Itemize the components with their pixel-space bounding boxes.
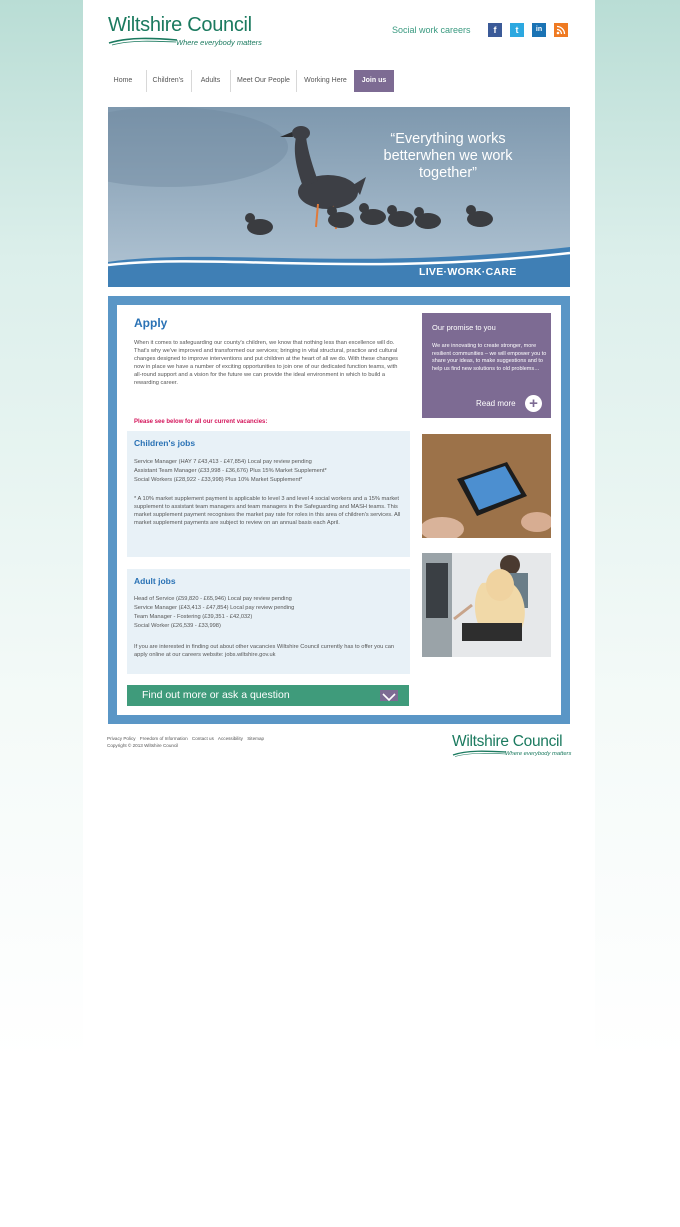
hero-banner — [108, 107, 570, 287]
job-line: Social Workers (£28,922 - £33,998) Plus 10% Market Supplement* — [134, 477, 303, 483]
vacancy-note: Please see below for all our current vacancies: — [134, 419, 268, 425]
nav-meet-our-people[interactable]: Meet Our People — [237, 77, 290, 84]
nav-join-us[interactable]: Join us — [354, 70, 394, 92]
job-line: Social Worker (£26,539 - £33,998) — [134, 623, 221, 629]
nav-working-here[interactable]: Working Here — [304, 77, 347, 84]
nav-childrens[interactable]: Children's — [152, 77, 184, 84]
copyright: Copyright © 2013 Wiltshire Council — [107, 743, 179, 748]
promise-panel[interactable] — [422, 313, 551, 418]
footer-swoosh-icon — [452, 749, 507, 757]
footer-logo-tagline: Where everybody matters — [505, 751, 572, 757]
adult-jobs-box — [127, 569, 410, 674]
facebook-icon[interactable]: f — [488, 23, 502, 37]
rss-icon[interactable] — [554, 23, 568, 37]
logo-tagline: Where everybody matters — [176, 38, 262, 47]
sitemap-link[interactable]: Sitemap — [247, 736, 265, 741]
office-photo — [422, 553, 551, 657]
nav-home[interactable]: Home — [113, 77, 133, 84]
read-more-link[interactable]: Read more — [476, 399, 516, 408]
job-line: Head of Service (£59,820 - £65,946) Local pay review pending — [134, 596, 292, 602]
linkedin-icon[interactable]: in — [532, 23, 546, 37]
twitter-icon[interactable]: t — [510, 23, 524, 37]
adult-jobs-title: Adult jobs — [134, 576, 176, 586]
social-work-careers-link[interactable]: Social work careers — [392, 25, 471, 35]
logo-swoosh-icon — [108, 36, 178, 46]
job-line: Service Manager (HAY 7 £43,413 - £47,854) Local pay review pending — [134, 459, 312, 465]
market-supplement-note: * A 10% market supplement payment is applicable to level 3 and level 4 social workers and a 15% market supplement to assistant team managers and team managers in the Safeguarding and MASH teams. This market supplement payment recognises the market pay rate for roles in this area of children's services. All market supplement payments are subject to review on an annual basis each April. — [134, 496, 401, 526]
cta-label: Find out more or ask a question — [142, 689, 290, 701]
chevron-down-icon — [380, 690, 398, 701]
job-line: Team Manager - Fostering (£39,351 - £42,032) — [134, 614, 253, 620]
council-logo[interactable] — [108, 14, 262, 48]
plus-icon[interactable]: + — [525, 395, 542, 412]
childrens-jobs-title: Children's jobs — [134, 438, 196, 448]
other-vacancies-note: If you are interested in finding out about other vacancies Wiltshire Council currently has to offer you can apply online at our careers website: jobs.wiltshire.gov.uk — [134, 644, 395, 658]
logo-name: Wiltshire Council — [108, 14, 252, 36]
find-out-more-button[interactable] — [127, 685, 409, 706]
hero-quote: “Everything works betterwhen we work together” — [383, 131, 513, 181]
childrens-jobs-box — [127, 431, 410, 557]
footer-links — [107, 736, 267, 741]
contact-us-link[interactable]: Contact us — [191, 736, 214, 741]
job-line: Assistant Team Manager (£33,998 - £36,676) Plus 15% Market Supplement* — [134, 468, 327, 474]
footer-logo[interactable] — [452, 733, 570, 761]
freedom-of-information-link[interactable]: Freedom of Information — [139, 736, 188, 741]
tablet-photo — [422, 434, 551, 538]
apply-intro: When it comes to safeguarding our county's children, we know that nothing less than excellence will do. That's why we've improved and transformed our services; bringing in vital structural, practice and cultural changes designed to improve interventions and put children at the heart of all we do. With these changes now in place we have a number of exciting opportunities to join one of our dedicated function teams, with all-round support and a vision for the future we can provide the ideal environment in which to build a rewarding career. — [134, 340, 398, 386]
promise-title: Our promise to you — [432, 323, 496, 332]
nav-adults[interactable]: Adults — [200, 77, 221, 84]
footer-logo-name: Wiltshire Council — [452, 733, 563, 750]
hero-tagline: LIVE·WORK·CARE — [419, 266, 517, 278]
accessibility-link[interactable]: Accessibility — [217, 736, 243, 741]
apply-heading: Apply — [134, 316, 168, 330]
promise-text: We are innovating to create stronger, more resilient communities – we will empower you to share your ideas, to make suggestions and to help us find new solutions to old problems… — [432, 343, 547, 373]
job-line: Service Manager (£43,413 - £47,854) Local pay review pending — [134, 605, 295, 611]
rss-glyph-icon — [554, 23, 568, 37]
privacy-policy-link[interactable]: Privacy Policy — [107, 736, 136, 741]
